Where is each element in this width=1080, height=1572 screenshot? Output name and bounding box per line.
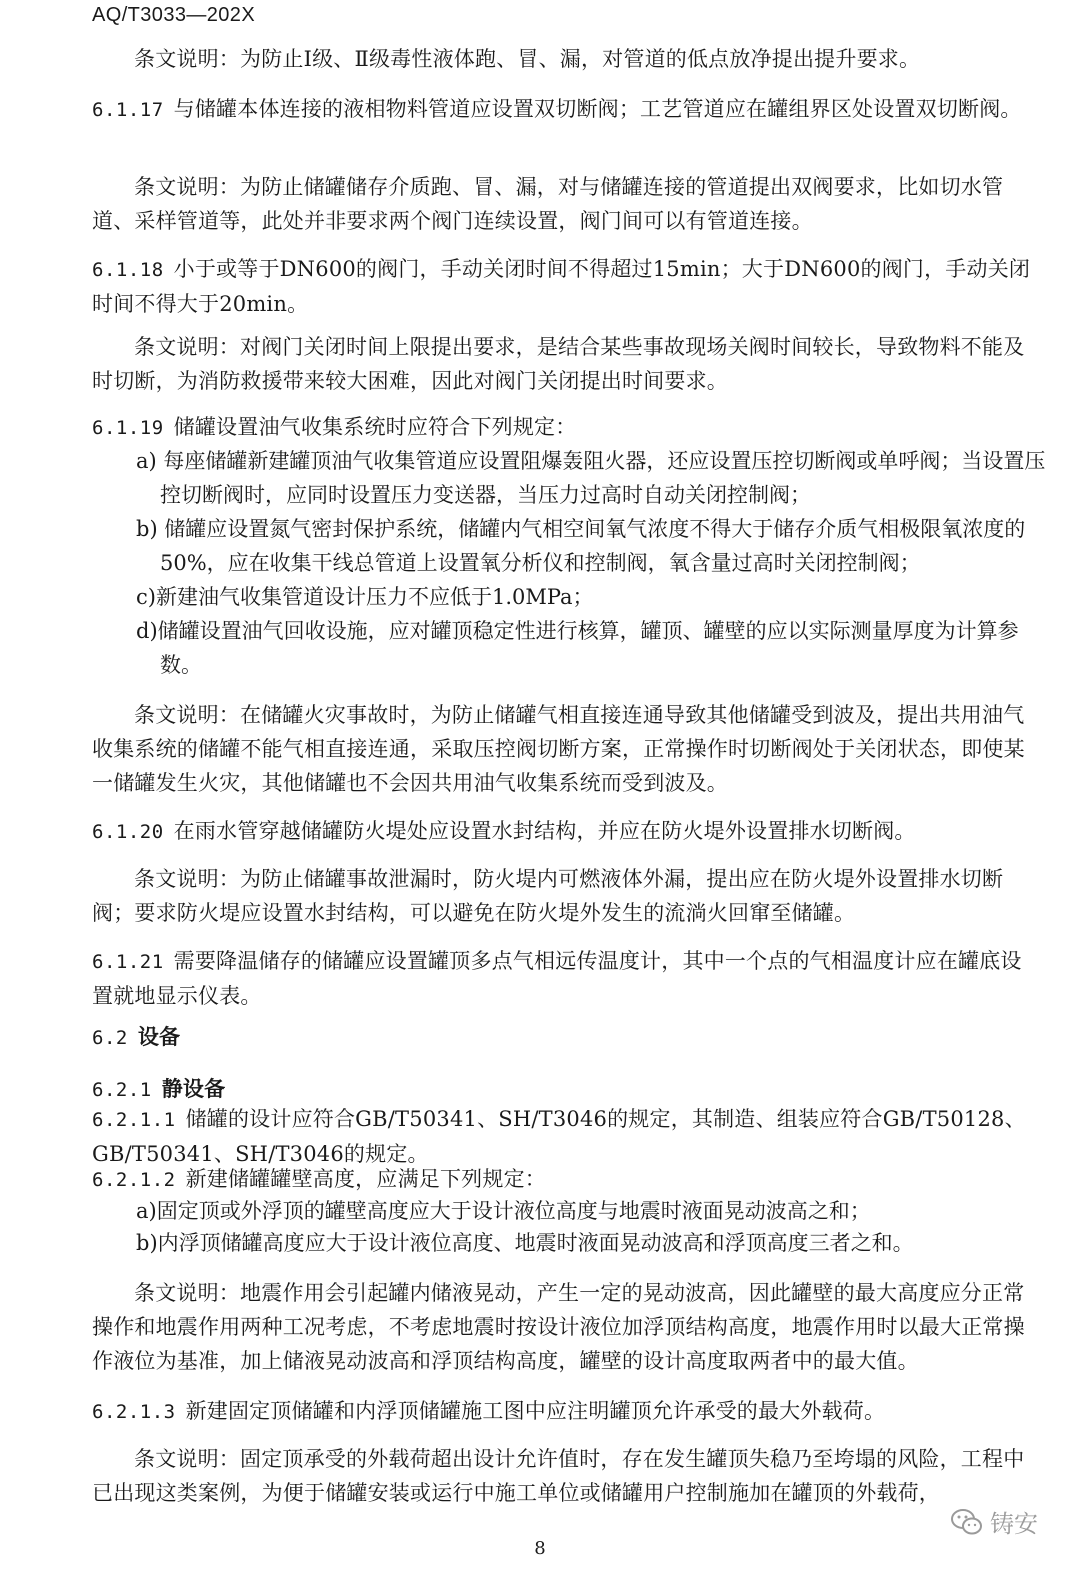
clause-number: 6.1.21 xyxy=(92,951,164,973)
clause-text: 在雨水管穿越储罐防火堤处应设置水封结构，并应在防火堤外设置排水切断阀。 xyxy=(173,819,916,843)
list-item: b)内浮顶储罐高度应大于设计液位高度、地震时液面晃动波高和浮顶高度三者之和。 xyxy=(136,1231,914,1255)
watermark-text: 铸安 xyxy=(990,1510,1038,1538)
clause-6-2-1-3 xyxy=(92,1394,1034,1429)
clause-number: 6.2.1.2 xyxy=(92,1169,176,1191)
heading-text: 静设备 xyxy=(161,1077,226,1101)
clause-text: 需要降温储存的储罐应设置罐顶多点气相远传温度计，其中一个点的气相温度计应在罐底设置就地显示仪表。 xyxy=(92,949,1022,1008)
note-text: 条文说明：为防止Ⅰ级、Ⅱ级毒性液体跑、冒、漏，对管道的低点放净提出提升要求。 xyxy=(134,47,921,71)
clause-text: 储罐设置油气收集系统时应符合下列规定： xyxy=(173,415,577,439)
clause-6-1-20 xyxy=(92,814,1034,849)
note-text: 条文说明：在储罐火灾事故时，为防止储罐气相直接连通导致其他储罐受到波及，提出共用油气收集系统的储罐不能气相直接连通，采取压控阀切断方案，正常操作时切断阀处于关闭状态，即使某一储罐发生火灾，其他储罐也不会因共用油气收集系统而受到波及。 xyxy=(92,703,1025,795)
note-text: 条文说明：为防止储罐事故泄漏时，防火堤内可燃液体外漏，提出应在防火堤外设置排水切断阀；要求防火堤应设置水封结构，可以避免在防火堤外发生的流淌火回窜至储罐。 xyxy=(92,867,1004,925)
heading-text: 设备 xyxy=(137,1025,181,1049)
heading-number: 6.2.1 xyxy=(92,1079,152,1101)
list-item: a) 每座储罐新建罐顶油气收集管道应设置阻爆轰阻火器，还应设置压控切断阀或单呼阀；当设置压控切断阀时，应同时设置压力变送器，当压力过高时自动关闭控制阀； xyxy=(136,449,1046,507)
clause-6-1-17 xyxy=(92,92,1034,127)
clause-number: 6.1.20 xyxy=(92,821,164,843)
page-number: 8 xyxy=(534,1538,546,1559)
list-item: d)储罐设置油气回收设施，应对罐顶稳定性进行核算，罐顶、罐壁的应以实际测量厚度为计算参数。 xyxy=(136,619,1019,677)
list-item: b) 储罐应设置氮气密封保护系统，储罐内气相空间氧气浓度不得大于储存介质气相极限氧浓度的50%，应在收集干线总管道上设置氧分析仪和控制阀，氧含量过高时关闭控制阀； xyxy=(136,517,1026,575)
clause-number: 6.1.19 xyxy=(92,417,164,439)
heading-number: 6.2 xyxy=(92,1027,128,1049)
note-text: 条文说明：固定顶承受的外载荷超出设计允许值时，存在发生罐顶失稳乃至垮塌的风险，工程中已出现这类案例，为便于储罐安装或运行中施工单位或储罐用户控制施加在罐顶的外载荷， xyxy=(92,1447,1025,1505)
clause-6-1-21 xyxy=(92,944,1034,1013)
document-code: AQ/T3033—202X xyxy=(92,4,256,26)
clause-number: 6.1.18 xyxy=(92,259,164,281)
clause-text: 与储罐本体连接的液相物料管道应设置双切断阀；工艺管道应在罐组界区处设置双切断阀。 xyxy=(173,97,1022,121)
clause-6-2-1-1 xyxy=(92,1102,1034,1171)
clause-text: 储罐的设计应符合GB/T50341、SH/T3046的规定，其制造、组装应符合GB/T50128、GB/T50341、SH/T3046的规定。 xyxy=(92,1107,1026,1166)
clause-number: 6.1.17 xyxy=(92,99,164,121)
clause-6-1-19 xyxy=(92,410,1034,445)
section-heading-6-2 xyxy=(92,1020,1034,1055)
clause-text: 小于或等于DN600的阀门，手动关闭时间不得超过15min；大于DN600的阀门，手动关闭时间不得大于20min。 xyxy=(92,257,1031,316)
clause-text: 新建储罐罐壁高度，应满足下列规定： xyxy=(185,1167,546,1191)
note-text: 条文说明：为防止储罐储存介质跑、冒、漏，对与储罐连接的管道提出双阀要求，比如切水管道、采样管道等，此处并非要求两个阀门连续设置，阀门间可以有管道连接。 xyxy=(92,175,1004,233)
clause-number: 6.2.1.3 xyxy=(92,1401,176,1423)
list-item: a)固定顶或外浮顶的罐壁高度应大于设计液位高度与地震时液面晃动波高之和； xyxy=(136,1199,871,1223)
clause-number: 6.2.1.1 xyxy=(92,1109,176,1131)
list-item: c)新建油气收集管道设计压力不应低于1.0MPa； xyxy=(136,585,594,609)
clause-text: 新建固定顶储罐和内浮顶储罐施工图中应注明罐顶允许承受的最大外载荷。 xyxy=(185,1399,886,1423)
clause-6-1-18 xyxy=(92,252,1034,321)
clause-6-2-1-2 xyxy=(92,1162,1034,1197)
note-text: 条文说明：对阀门关闭时间上限提出要求，是结合某些事故现场关阀时间较长，导致物料不能及时切断，为消防救援带来较大困难，因此对阀门关闭提出时间要求。 xyxy=(92,335,1025,393)
watermark xyxy=(950,1504,1038,1539)
note-text: 条文说明：地震作用会引起罐内储液晃动，产生一定的晃动波高，因此罐壁的最大高度应分正常操作和地震作用两种工况考虑，不考虑地震时按设计液位加浮顶结构高度，地震作用时以最大正常操作液位为基准，加上储液晃动波高和浮顶结构高度，罐壁的设计高度取两者中的最大值。 xyxy=(92,1281,1025,1373)
wechat-icon xyxy=(950,1507,984,1537)
